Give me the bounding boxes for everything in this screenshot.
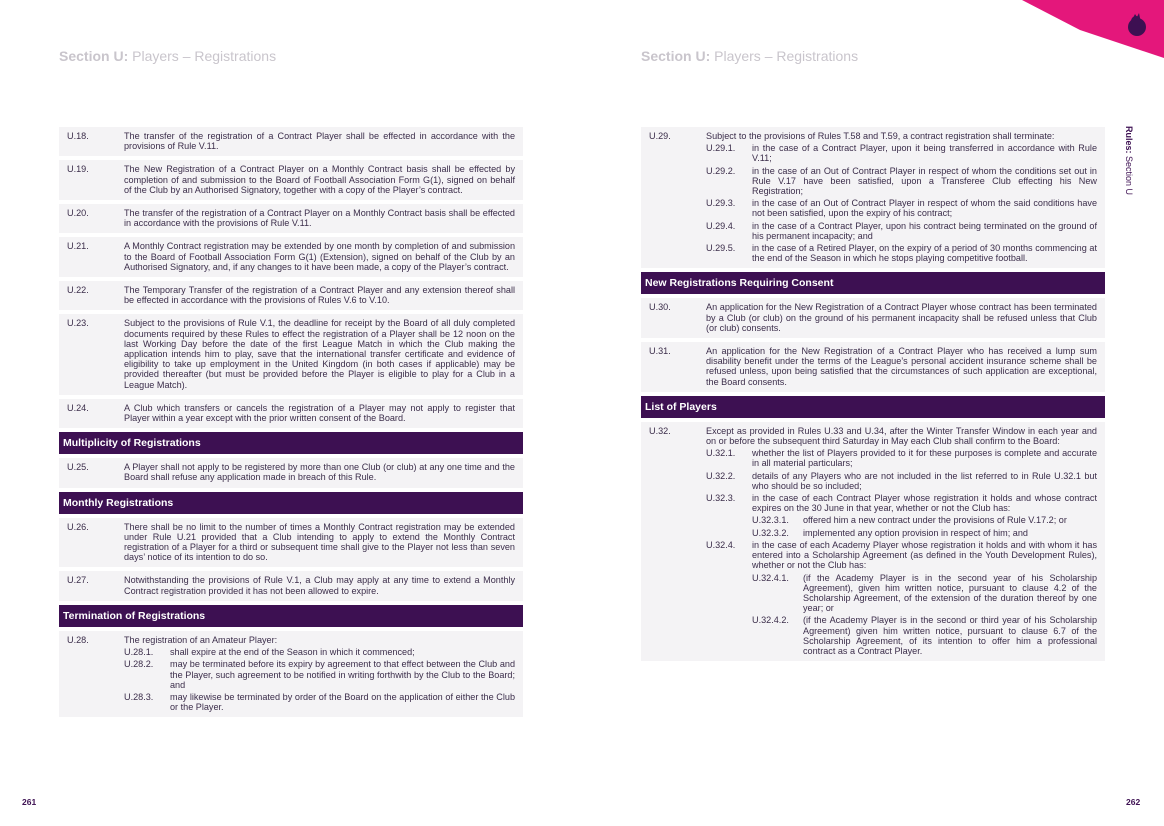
rule-item — [641, 127, 1105, 268]
rule-number: U.24. — [67, 402, 89, 413]
rule-text: Except as provided in Rules U.33 and U.34, after the Winter Transfer Window in each year and on or before the subsequent third Saturday in May each Club shall confirm to the Board: — [706, 425, 1097, 447]
rule-text: Notwithstanding the provisions of Rule V.1, a Club may apply at any time to extend a Monthly Contract registration provided it has not been allowed to expire. — [124, 575, 515, 596]
sub-sub-clause-text: offered him a new contract under the provisions of Rule V.17.2; or — [803, 515, 1067, 526]
section-name: Players – Registrations — [714, 48, 859, 64]
sub-clause-text: details of any Players who are not included in the list referred to in Rule U.32.1 but who should be so included; — [752, 470, 1097, 491]
rule-body — [124, 403, 515, 423]
rule-number: U.20. — [67, 208, 89, 219]
rule-body — [124, 318, 515, 389]
sub-clause-number: U.29.2. — [706, 165, 736, 176]
sub-clause — [706, 471, 1097, 491]
section-prefix: Section U: — [641, 48, 711, 64]
sub-clause-body — [170, 692, 515, 712]
sub-sub-clause-text: (if the Academy Player is in the second year of his Scholarship Agreement), given him written notice, pursuant to clause 4.2 of the Scholarship Agreement, of the extension of the duration thereof by one year; or — [803, 572, 1097, 614]
side-label-text: Section U — [1124, 156, 1134, 196]
sub-clause — [706, 198, 1097, 218]
rule-number: U.29. — [649, 131, 671, 141]
sub-clause — [706, 143, 1097, 163]
sub-sub-clause-number: U.32.4.1. — [752, 572, 789, 583]
rule-text: The transfer of the registration of a Contract Player shall be effected in accordance with the provisions of Rule V.11. — [124, 131, 515, 152]
sub-clause-number: U.29.5. — [706, 243, 736, 254]
side-label — [1124, 126, 1134, 195]
rule-item — [59, 314, 523, 394]
rule-text: Subject to the provisions of Rules T.58 and T.59, a contract registration shall terminate: — [706, 131, 1055, 141]
rule-item — [59, 458, 523, 487]
side-label-bold: Rules: — [1124, 126, 1134, 154]
sub-clause-text: shall expire at the end of the Season in which it commenced; — [170, 647, 415, 658]
sub-sub-clause — [752, 528, 1097, 538]
sub-clause-text: in the case of a Contract Player, upon it being transferred in accordance with Rule V.11; — [752, 143, 1097, 164]
sub-clause-body — [752, 166, 1097, 197]
section-header: List of Players — [641, 396, 1105, 418]
rule-body — [124, 164, 515, 195]
sub-clause-number: U.32.1. — [706, 448, 736, 459]
left-page-content — [59, 127, 523, 721]
sub-clause — [706, 540, 1097, 571]
sub-sub-clause — [752, 615, 1097, 656]
rule-body — [124, 462, 515, 482]
rule-item — [59, 237, 523, 277]
sub-clause-body — [752, 198, 1097, 218]
rule-text: The registration of an Amateur Player: — [124, 634, 278, 645]
rule-number: U.18. — [67, 131, 89, 141]
section-header: Multiplicity of Registrations — [59, 432, 523, 454]
sub-clause-text: in the case of a Contract Player, upon his contract being terminated on the ground of his permanent incapacity; and — [752, 220, 1097, 241]
sub-clause-text: may be terminated before its expiry by agreement to that effect between the Club and the Player, such agreement to be notified in writing forthwith by the Club to the Board; and — [170, 659, 515, 690]
rule-body — [124, 522, 515, 563]
rule-text: A Player shall not apply to be registered by more than one Club (or club) at any one time and the Board shall refuse any application made in breach of this Rule. — [124, 462, 515, 483]
rule-text: An application for the New Registration of a Contract Player whose contract has been terminated by a Club (or club) on the ground of his permanent incapacity shall be refused unless that Club (or club) consents. — [706, 302, 1097, 333]
rule-body — [124, 131, 515, 151]
rule-number: U.26. — [67, 521, 89, 532]
sub-clause-body — [752, 448, 1097, 468]
sub-sub-clause-number: U.32.4.2. — [752, 615, 789, 626]
right-page-number: 262 — [1126, 797, 1141, 807]
rule-text: An application for the New Registration of a Contract Player who has received a lump sum disability benefit under the terms of the League’s personal accident insurance scheme shall be refused unless, upon being satisfied that the circumstances of such application are exceptional, the Board consents. — [706, 346, 1097, 387]
sub-clause-number: U.32.3. — [706, 493, 736, 504]
rule-item — [641, 298, 1105, 338]
sub-clause-body — [170, 647, 515, 657]
sub-clause-body — [752, 243, 1097, 263]
rule-item — [59, 571, 523, 600]
rule-item — [59, 518, 523, 568]
rule-number: U.30. — [649, 302, 671, 313]
sub-clause-body — [752, 143, 1097, 163]
rule-number: U.25. — [67, 462, 89, 473]
sub-sub-clause — [752, 515, 1097, 525]
sub-clause-number: U.28.2. — [124, 659, 154, 670]
rule-number: U.28. — [67, 634, 89, 645]
section-header: Monthly Registrations — [59, 492, 523, 514]
rule-body — [124, 635, 515, 712]
rule-text: The transfer of the registration of a Contract Player on a Monthly Contract basis shall be effected in accordance with the provisions of Rule V.11. — [124, 208, 515, 229]
rule-number: U.31. — [649, 346, 671, 357]
section-header: New Registrations Requiring Consent — [641, 272, 1105, 294]
rule-item — [59, 160, 523, 200]
left-section-title — [59, 48, 276, 64]
rule-item — [59, 204, 523, 233]
sub-clause-text: whether the list of Players provided to it for these purposes is complete and accurate in all material particulars; — [752, 448, 1097, 469]
rule-number: U.27. — [67, 575, 89, 586]
rule-text: Subject to the provisions of Rule V.1, the deadline for receipt by the Board of all duly completed documents required by these Rules to effect the registration of a Player shall be 12 noon on the last Working Day before the date of the first League Match in which the Club making the application intends him to play, save that the international transfer certificate and evidence of eligibility to take up employment in the United Kingdom (in both cases if applicable) may be provided thereafter (but must be provided before the Player is eligible to play for a Club in a League Match). — [124, 318, 515, 390]
rule-text: A Monthly Contract registration may be extended by one month by completion of and submission to the Board of Football Association Form G(1) (Extension), signed on behalf of the Club by an Authorised Signatory, and, if any changes to it have been made, a copy of the Player’s contract. — [124, 241, 515, 272]
sub-clause — [706, 221, 1097, 241]
section-name: Players – Registrations — [132, 48, 277, 64]
rule-body — [706, 131, 1097, 263]
rule-body — [706, 426, 1097, 656]
rule-number: U.23. — [67, 318, 89, 329]
sub-clause-body — [170, 659, 515, 690]
rule-body — [124, 241, 515, 272]
sub-clause-number: U.28.3. — [124, 691, 154, 702]
rule-number: U.22. — [67, 285, 89, 296]
rule-number: U.21. — [67, 241, 89, 252]
sub-clause-text: in the case of each Academy Player whose registration it holds and with whom it has entered into a Scholarship Agreement (as defined in the Youth Development Rules), whether or not the Club has: — [752, 539, 1097, 571]
sub-clause-body — [752, 493, 1097, 513]
left-page-number: 261 — [22, 797, 37, 807]
rule-item — [641, 422, 1105, 661]
rule-item — [641, 342, 1105, 392]
rule-text: There shall be no limit to the number of times a Monthly Contract registration may be extended under Rule U.21 provided that a Club intending to apply to extend the Monthly Contract registration of a Player for a third or subsequent time shall give to the Player not less than seven days’ notice of its intention to do so. — [124, 521, 515, 563]
sub-sub-clause-number: U.32.3.1. — [752, 515, 789, 526]
rule-text: The Temporary Transfer of the registration of a Contract Player and any extension thereof shall be effected in accordance with the provisions of Rules V.6 to V.10. — [124, 285, 515, 306]
sub-clause-text: may likewise be terminated by order of the Board on the application of either the Club or the Player. — [170, 691, 515, 713]
rule-number: U.19. — [67, 164, 89, 175]
rule-text: The New Registration of a Contract Player on a Monthly Contract basis shall be effected by completion of and submission to the Board of Football Association Form G(1), signed on behalf of the Club by an Authorised Signatory, together with a copy of the Player’s contract. — [124, 164, 515, 195]
rule-body — [124, 208, 515, 228]
rule-body — [124, 285, 515, 305]
sub-clause — [124, 659, 515, 690]
sub-sub-clause-text: implemented any option provision in respect of him; and — [803, 527, 1028, 538]
sub-clause-number: U.32.2. — [706, 470, 736, 481]
rule-item — [59, 631, 523, 717]
rule-item — [59, 127, 523, 156]
sub-sub-clause — [752, 573, 1097, 614]
sub-clause — [706, 448, 1097, 468]
sub-clause-text: in the case of a Retired Player, on the expiry of a period of 30 months commencing at the end of the Season in which he stops playing competitive football. — [752, 243, 1097, 264]
rule-item — [59, 399, 523, 428]
rule-number: U.32. — [649, 425, 671, 436]
rule-text: A Club which transfers or cancels the registration of a Player may not apply to register that Player within a year except with the prior written consent of the Board. — [124, 402, 515, 424]
right-page-content — [641, 127, 1105, 665]
sub-clause-number: U.32.4. — [706, 539, 736, 550]
sub-clause-text: in the case of an Out of Contract Player in respect of whom the said conditions have not been satisfied, upon the expiry of his contract; — [752, 198, 1097, 219]
sub-clause — [124, 647, 515, 657]
rule-body — [706, 346, 1097, 387]
sub-sub-clause-number: U.32.3.2. — [752, 527, 789, 538]
sub-clause-number: U.29.3. — [706, 198, 736, 209]
rule-body — [124, 575, 515, 595]
rule-body — [706, 302, 1097, 333]
section-header: Termination of Registrations — [59, 605, 523, 627]
right-section-title — [641, 48, 858, 64]
rule-item — [59, 281, 523, 310]
sub-clause-body — [752, 221, 1097, 241]
section-prefix: Section U: — [59, 48, 129, 64]
sub-clause — [706, 166, 1097, 197]
sub-clause — [706, 243, 1097, 263]
sub-clause — [706, 493, 1097, 513]
sub-clause-number: U.29.4. — [706, 220, 736, 231]
sub-clause — [124, 692, 515, 712]
sub-clause-number: U.29.1. — [706, 143, 736, 154]
sub-clause-body — [752, 540, 1097, 571]
sub-clause-body — [752, 471, 1097, 491]
sub-clause-text: in the case of each Contract Player whose registration it holds and whose contract expires on the 30 June in that year, whether or not the Club has: — [752, 493, 1097, 514]
sub-clause-text: in the case of an Out of Contract Player in respect of whom the conditions set out in Rule V.17 have been satisfied, upon a Transferee Club effecting his New Registration; — [752, 165, 1097, 197]
sub-clause-number: U.28.1. — [124, 647, 154, 658]
sub-sub-clause-text: (if the Academy Player is in the second or third year of his Scholarship Agreement) given him written notice, pursuant to clause 6.7 of the Scholarship Agreement, of its intention to offer him a professional contract as a Contract Player. — [803, 615, 1097, 656]
